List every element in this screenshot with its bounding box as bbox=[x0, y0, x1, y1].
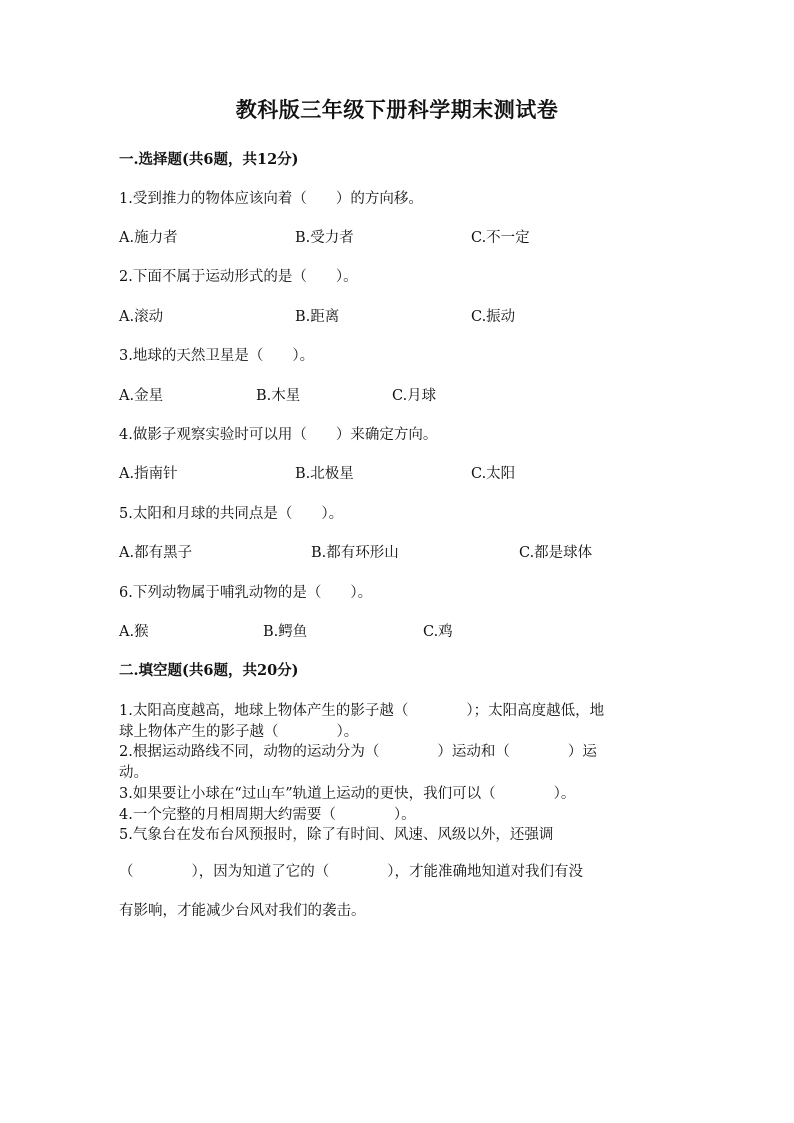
option-b: B.受力者 bbox=[295, 230, 354, 246]
option-a: A.都有黑子 bbox=[119, 545, 193, 561]
option-c: C.不一定 bbox=[471, 230, 530, 246]
option-b: B.距离 bbox=[295, 309, 340, 325]
question-stem: 6.下列动物属于哺乳动物的是（ ）。 bbox=[119, 585, 373, 601]
fill-line: （ ），因为知道了它的（ ），才能准确地知道对我们有没 bbox=[119, 864, 583, 880]
fill-line: 有影响，才能减少台风对我们的袭击。 bbox=[119, 903, 366, 919]
option-a: A.指南针 bbox=[119, 466, 178, 482]
option-c: C.都是球体 bbox=[519, 545, 593, 561]
option-a: A.滚动 bbox=[119, 309, 164, 325]
fill-line: 动。 bbox=[119, 765, 148, 781]
question-stem: 3.地球的天然卫星是（ ）。 bbox=[119, 348, 315, 364]
option-b: B.鳄鱼 bbox=[263, 624, 308, 640]
option-c: C.鸡 bbox=[423, 624, 453, 640]
option-b: B.木星 bbox=[256, 388, 301, 404]
section-heading-choice: 一.选择题(共6题，共12分) bbox=[119, 151, 299, 168]
question-stem: 4.做影子观察实验时可以用（ ）来确定方向。 bbox=[119, 427, 438, 443]
option-c: C.月球 bbox=[392, 388, 437, 404]
question-stem: 5.太阳和月球的共同点是（ ）。 bbox=[119, 506, 344, 522]
option-a: A.金星 bbox=[119, 388, 164, 404]
exam-title: 教科版三年级下册科学期末测试卷 bbox=[235, 97, 559, 122]
option-c: C.振动 bbox=[471, 309, 516, 325]
option-a: A.施力者 bbox=[119, 230, 178, 246]
fill-line: 2.根据运动路线不同，动物的运动分为（ ）运动和（ ）运 bbox=[119, 744, 597, 760]
option-b: B.北极星 bbox=[295, 466, 354, 482]
option-c: C.太阳 bbox=[471, 466, 516, 482]
fill-line: 3.如果要让小球在“过山车”轨道上运动的更快，我们可以（ ）。 bbox=[119, 786, 576, 802]
fill-line: 1.太阳高度越高，地球上物体产生的影子越（ ）；太阳高度越低，地 bbox=[119, 703, 605, 719]
question-stem: 2.下面不属于运动形式的是（ ）。 bbox=[119, 269, 358, 285]
option-a: A.猴 bbox=[119, 624, 149, 640]
option-b: B.都有环形山 bbox=[311, 545, 399, 561]
fill-line: 5.气象台在发布台风预报时，除了有时间、风速、风级以外，还强调 bbox=[119, 827, 554, 843]
section-heading-fill: 二.填空题(共6题，共20分) bbox=[119, 662, 299, 679]
fill-line: 球上物体产生的影子越（ ）。 bbox=[119, 724, 359, 740]
question-stem: 1.受到推力的物体应该向着（ ）的方向移。 bbox=[119, 191, 423, 207]
fill-line: 4.一个完整的月相周期大约需要（ ）。 bbox=[119, 807, 416, 823]
